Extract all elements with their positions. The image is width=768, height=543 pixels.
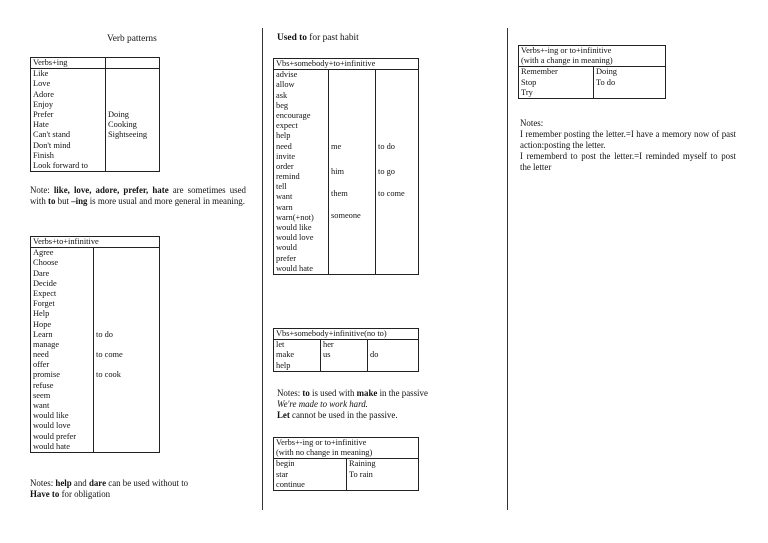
note-bold-to: to [48,196,56,206]
verbs-somebody-inf-verbs [274,70,329,275]
list-item: seem [33,390,51,400]
note-text: but [55,196,72,206]
verbs-somebody-noto-verbs [274,340,321,372]
verbs-ing-list [31,69,106,172]
list-item: encourage [276,110,311,120]
list-item: refuse [33,380,54,390]
list-item: need [276,141,292,151]
list-item: Cooking [108,120,137,130]
note-bold-verbs: like, love, adore, prefer, hate [53,185,169,195]
verbs-change-examples [594,67,666,99]
list-item: would like [276,223,312,233]
verbs-nochange-header1: Verbs+-ing or to+infinitive [276,438,367,447]
list-item: tell [276,182,287,192]
list-item: Hope [33,319,52,329]
list-item: Enjoy [33,99,54,109]
verbs-somebody-noto-objects [321,340,368,372]
list-item: Love [33,79,51,89]
note-bold-help: help [55,478,72,488]
verbs-somebody-inf-table [273,58,419,275]
note-text: is used with [309,388,357,398]
list-item: to do [96,329,113,339]
list-item: want [276,192,293,202]
list-item: begin [276,459,295,469]
list-item: Choose [33,258,59,268]
verbs-somebody-noto-header: Vbs+somebody+infinitive(no to) [274,329,419,340]
note-text: and [71,478,89,488]
verbs-somebody-noto-table [273,328,419,372]
note-prefix: Notes: [30,478,56,488]
verbs-somebody-inf-header: Vbs+somebody+to+infinitive [274,59,419,70]
list-item: to come [378,189,405,199]
verbs-change-verbs [519,67,594,99]
list-item: to come [96,350,123,360]
list-item: would hate [276,263,313,273]
used-to-bold: Used to [277,33,307,43]
list-item: them [331,189,348,199]
list-item: offer [33,360,50,370]
list-item: would [276,243,297,253]
list-item: Doing [596,67,617,77]
list-item: Forget [33,299,55,309]
verbs-somebody-noto-inf [368,340,419,372]
verbs-inf-examples [94,248,160,453]
list-item: promise [33,370,60,380]
list-item: To do [596,77,616,87]
note-inf [30,478,246,500]
list-item: Adore [33,89,54,99]
list-item: prefer [276,253,296,263]
list-item: help [276,360,291,370]
notes-title: Notes: [520,118,544,128]
list-item: Finish [33,150,54,160]
list-item: Agree [33,248,54,258]
verbs-nochange-examples [347,459,419,491]
list-item: her [323,340,334,350]
note-bold-have-to: Have to [30,489,60,499]
list-item: would love [33,421,71,431]
list-item: someone [331,211,361,221]
note-bold-ing: –ing [71,196,88,206]
list-item: help [276,131,291,141]
column-divider-left [262,28,263,510]
list-item: Hate [33,120,49,130]
page-title: Verb patterns [107,34,157,44]
list-item: Prefer [33,109,54,119]
list-item: him [331,166,345,176]
list-item: Help [33,309,50,319]
list-item: continue [276,479,305,489]
list-item: would love [276,233,314,243]
note-bold-to: to [302,388,310,398]
list-item: allow [276,80,295,90]
verbs-change-header1: Verbs+-ing or to+infinitive [521,46,612,55]
note-text: is more usual and more general in meaning. [87,196,245,206]
verbs-ing-header: Verbs+ing [31,58,106,69]
list-item: ask [276,90,288,100]
list-item: warn [276,202,293,212]
notes-line-2: I rememberd to post the letter.=I reminded myself to post the letter [520,151,736,172]
note-bold-dare: dare [88,478,107,488]
list-item: Expect [33,288,57,298]
note-text: are sometimes used with [30,185,246,206]
notes-remember [520,118,736,173]
list-item: warn(+not) [276,212,314,222]
list-item: Don't mind [33,140,71,150]
used-to-heading [277,33,359,43]
verbs-ing-examples [106,69,160,172]
verbs-ing-table [30,57,160,172]
list-item: to go [378,166,395,176]
list-item: Learn [33,329,53,339]
list-item: would prefer [33,431,77,441]
list-item: Dare [33,268,50,278]
list-item: order [276,161,294,171]
verbs-somebody-inf-objects [329,70,376,275]
list-item: us [323,350,331,360]
note-text: can be used without to [106,478,189,488]
note-bold-make: make [356,388,378,398]
list-item: want [33,401,50,411]
note-prefix: Note: [30,185,54,195]
verbs-inf-list [31,248,94,453]
list-item: Remember [521,67,558,77]
list-item: Like [33,69,49,79]
list-item: star [276,469,289,479]
verbs-change-header2: (with a change in meaning) [519,56,666,67]
list-item: To rain [349,469,373,479]
note-text: for obligation [59,489,111,499]
list-item: do [370,350,379,360]
list-item: advise [276,70,298,80]
note-ing [30,185,246,207]
list-item: remind [276,172,300,182]
used-to-rest: for past habit [306,33,359,43]
list-item: Stop [521,77,537,87]
list-item: make [276,350,295,360]
list-item: Decide [33,278,57,288]
verbs-somebody-inf-infinitives [376,70,419,275]
list-item: Sightseeing [108,130,148,140]
note-prefix: Notes: [277,388,303,398]
list-item: would hate [33,441,70,451]
list-item: Can't stand [33,130,71,140]
list-item: to cook [96,370,121,380]
list-item: Doing [108,109,129,119]
list-item: manage [33,339,60,349]
verbs-nochange-verbs [274,459,347,491]
list-item: Try [521,87,533,97]
note-example: We're made to work hard. [277,399,368,409]
verbs-change-table [518,45,666,99]
list-item: to do [378,141,395,151]
column-divider-right [507,28,508,510]
verbs-inf-header: Verbs+to+infinitive [31,237,160,248]
list-item: invite [276,151,296,161]
list-item: me [331,141,342,151]
verbs-inf-table [30,236,160,453]
list-item: beg [276,100,289,110]
verbs-nochange-table [273,437,419,491]
note-text: cannot be used in the passive. [289,410,398,420]
list-item: need [33,350,49,360]
list-item: let [276,340,285,350]
list-item: Raining [349,459,376,469]
note-make-let [277,388,491,421]
notes-line-1: I remember posting the letter.=I have a memory now of past action:posting the letter. [520,129,736,150]
verbs-nochange-header2: (with no change in meaning) [274,448,419,459]
list-item: expect [276,121,298,131]
note-text: in the passive [377,388,428,398]
note-bold-let: Let [277,410,290,420]
list-item: Look forward to [33,160,88,170]
list-item: would like [33,411,69,421]
